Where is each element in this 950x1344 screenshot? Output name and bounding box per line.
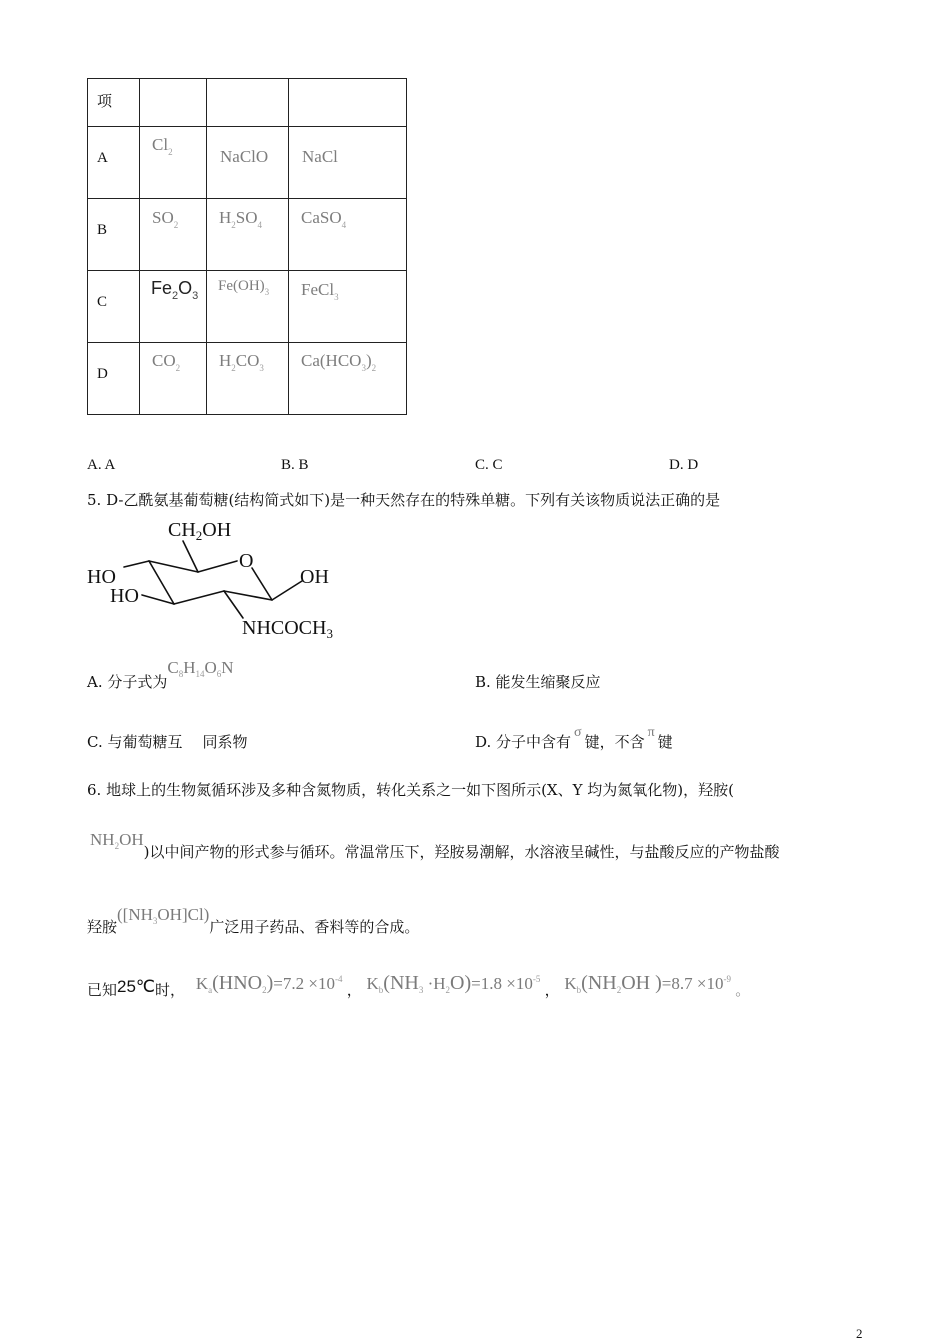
temperature: 25℃ — [117, 977, 156, 996]
table-row-c — [88, 271, 407, 343]
formula-cl2: $Cl_2$ — [152, 135, 173, 157]
formula-naclo: NaClO — [220, 147, 269, 166]
formula-c8h14o6n: $C_8H_{14}O_6N$ — [167, 658, 234, 679]
formula-fe2o3: $Fe_2O_3$ — [151, 278, 199, 302]
q4-option-d[interactable]: D. D — [669, 457, 699, 473]
label-ho-1: HO — [87, 566, 116, 588]
label-oh: OH — [300, 566, 329, 588]
q4-option-c[interactable]: C. C — [475, 457, 503, 473]
q6-line-1: 6. 地球上的生物氮循环涉及多种含氮物质，转化关系之一如下图所示(X、Y 均为氮氧化物)，羟胺( — [87, 781, 734, 799]
q4-option-b[interactable]: B. B — [281, 457, 309, 473]
row-label: B — [97, 222, 108, 238]
row-label: D — [97, 366, 108, 382]
label-ring-o: O — [239, 550, 254, 572]
table-row-b — [88, 199, 407, 271]
kb-nh2oh: $K_b(NH_2OH$ )$=8.7 \times 10^{-9}$ — [564, 972, 731, 995]
header-item-label: 项 — [97, 94, 113, 110]
label-ch2oh: $CH_2OH$ — [168, 519, 232, 543]
q5-option-a[interactable]: A. 分子式为$C_8H_{14}O_6N$ — [87, 658, 234, 691]
sigma-symbol: σ — [574, 725, 582, 740]
formula-co2: $CO_2$ — [152, 351, 181, 373]
q5-option-c[interactable]: C. 与葡萄糖互 同系物 — [87, 733, 248, 751]
row-label: A — [97, 150, 108, 166]
formula-caso4: CaSO$_4$ — [301, 208, 347, 230]
formula-nacl: NaCl — [302, 147, 338, 166]
formula-so2: $SO_2$ — [152, 208, 179, 230]
formula-nh2oh: $NH_2OH$ — [90, 830, 144, 851]
formula-feoh3: $Fe(OH)_3$ — [218, 278, 270, 297]
q4-option-a[interactable]: A. A — [87, 457, 116, 473]
glcnac-structure-diagram — [80, 515, 370, 645]
table-row-a — [88, 127, 407, 199]
table-header-row — [88, 79, 407, 127]
compound-table — [87, 78, 407, 415]
q6-line-3: 羟胺$([NH_3OH]Cl)$广泛用子药品、香料等的合成。 — [87, 905, 420, 936]
formula-h2co3: $H_2CO_3$ — [219, 351, 264, 373]
formula-h2so4: $H_2SO_4$ — [219, 208, 263, 230]
formula-cahco3-2: $Ca(HCO_3)_2$ — [301, 351, 377, 373]
kb-nh3-h2o: $K_b(NH_3 \cdot H_2O)=1.8 \times 10^{-5}$ — [366, 972, 541, 995]
formula-nh3ohcl: $([NH_3OH]Cl)$ — [117, 905, 210, 926]
formula-fecl3: FeCl$_3$ — [301, 280, 339, 302]
label-ho-2: HO — [110, 585, 139, 607]
pi-symbol: π — [647, 725, 655, 740]
label-nhcoch3: $NHCOCH_3$ — [242, 617, 333, 641]
ka-hno2: $K_a(HNO_2)=7.2 \times 10^{-4}$ — [195, 972, 343, 995]
page-number: 2 — [856, 1326, 863, 1341]
q5-option-b[interactable]: B. 能发生缩聚反应 — [475, 673, 601, 691]
table-row-d — [88, 343, 407, 415]
q5-option-d[interactable]: D. 分子中含有σ键，不含π键 — [475, 725, 673, 751]
q5-stem: 5. D-乙酰氨基葡萄糖(结构简式如下)是一种天然存在的特殊单糖。下列有关该物质说法正确的是 — [87, 491, 721, 509]
q6-line-2: $NH_2OH$)以中间产物的形式参与循环。常温常压下，羟胺易潮解，水溶液呈碱性，与盐酸反应的产物盐酸 — [90, 830, 780, 861]
row-label: C — [97, 294, 108, 310]
q6-line-4: 已知25℃时， $K_a(HNO_2)=7.2 \times 10^{-4}$ ， $K_b(NH_3 \cdot H_2O)=1.8 \times 10^{-5}$ ， $K_b(NH_2OH$ )$=8.7 \times 10^{-9}$ 。 — [87, 972, 751, 999]
